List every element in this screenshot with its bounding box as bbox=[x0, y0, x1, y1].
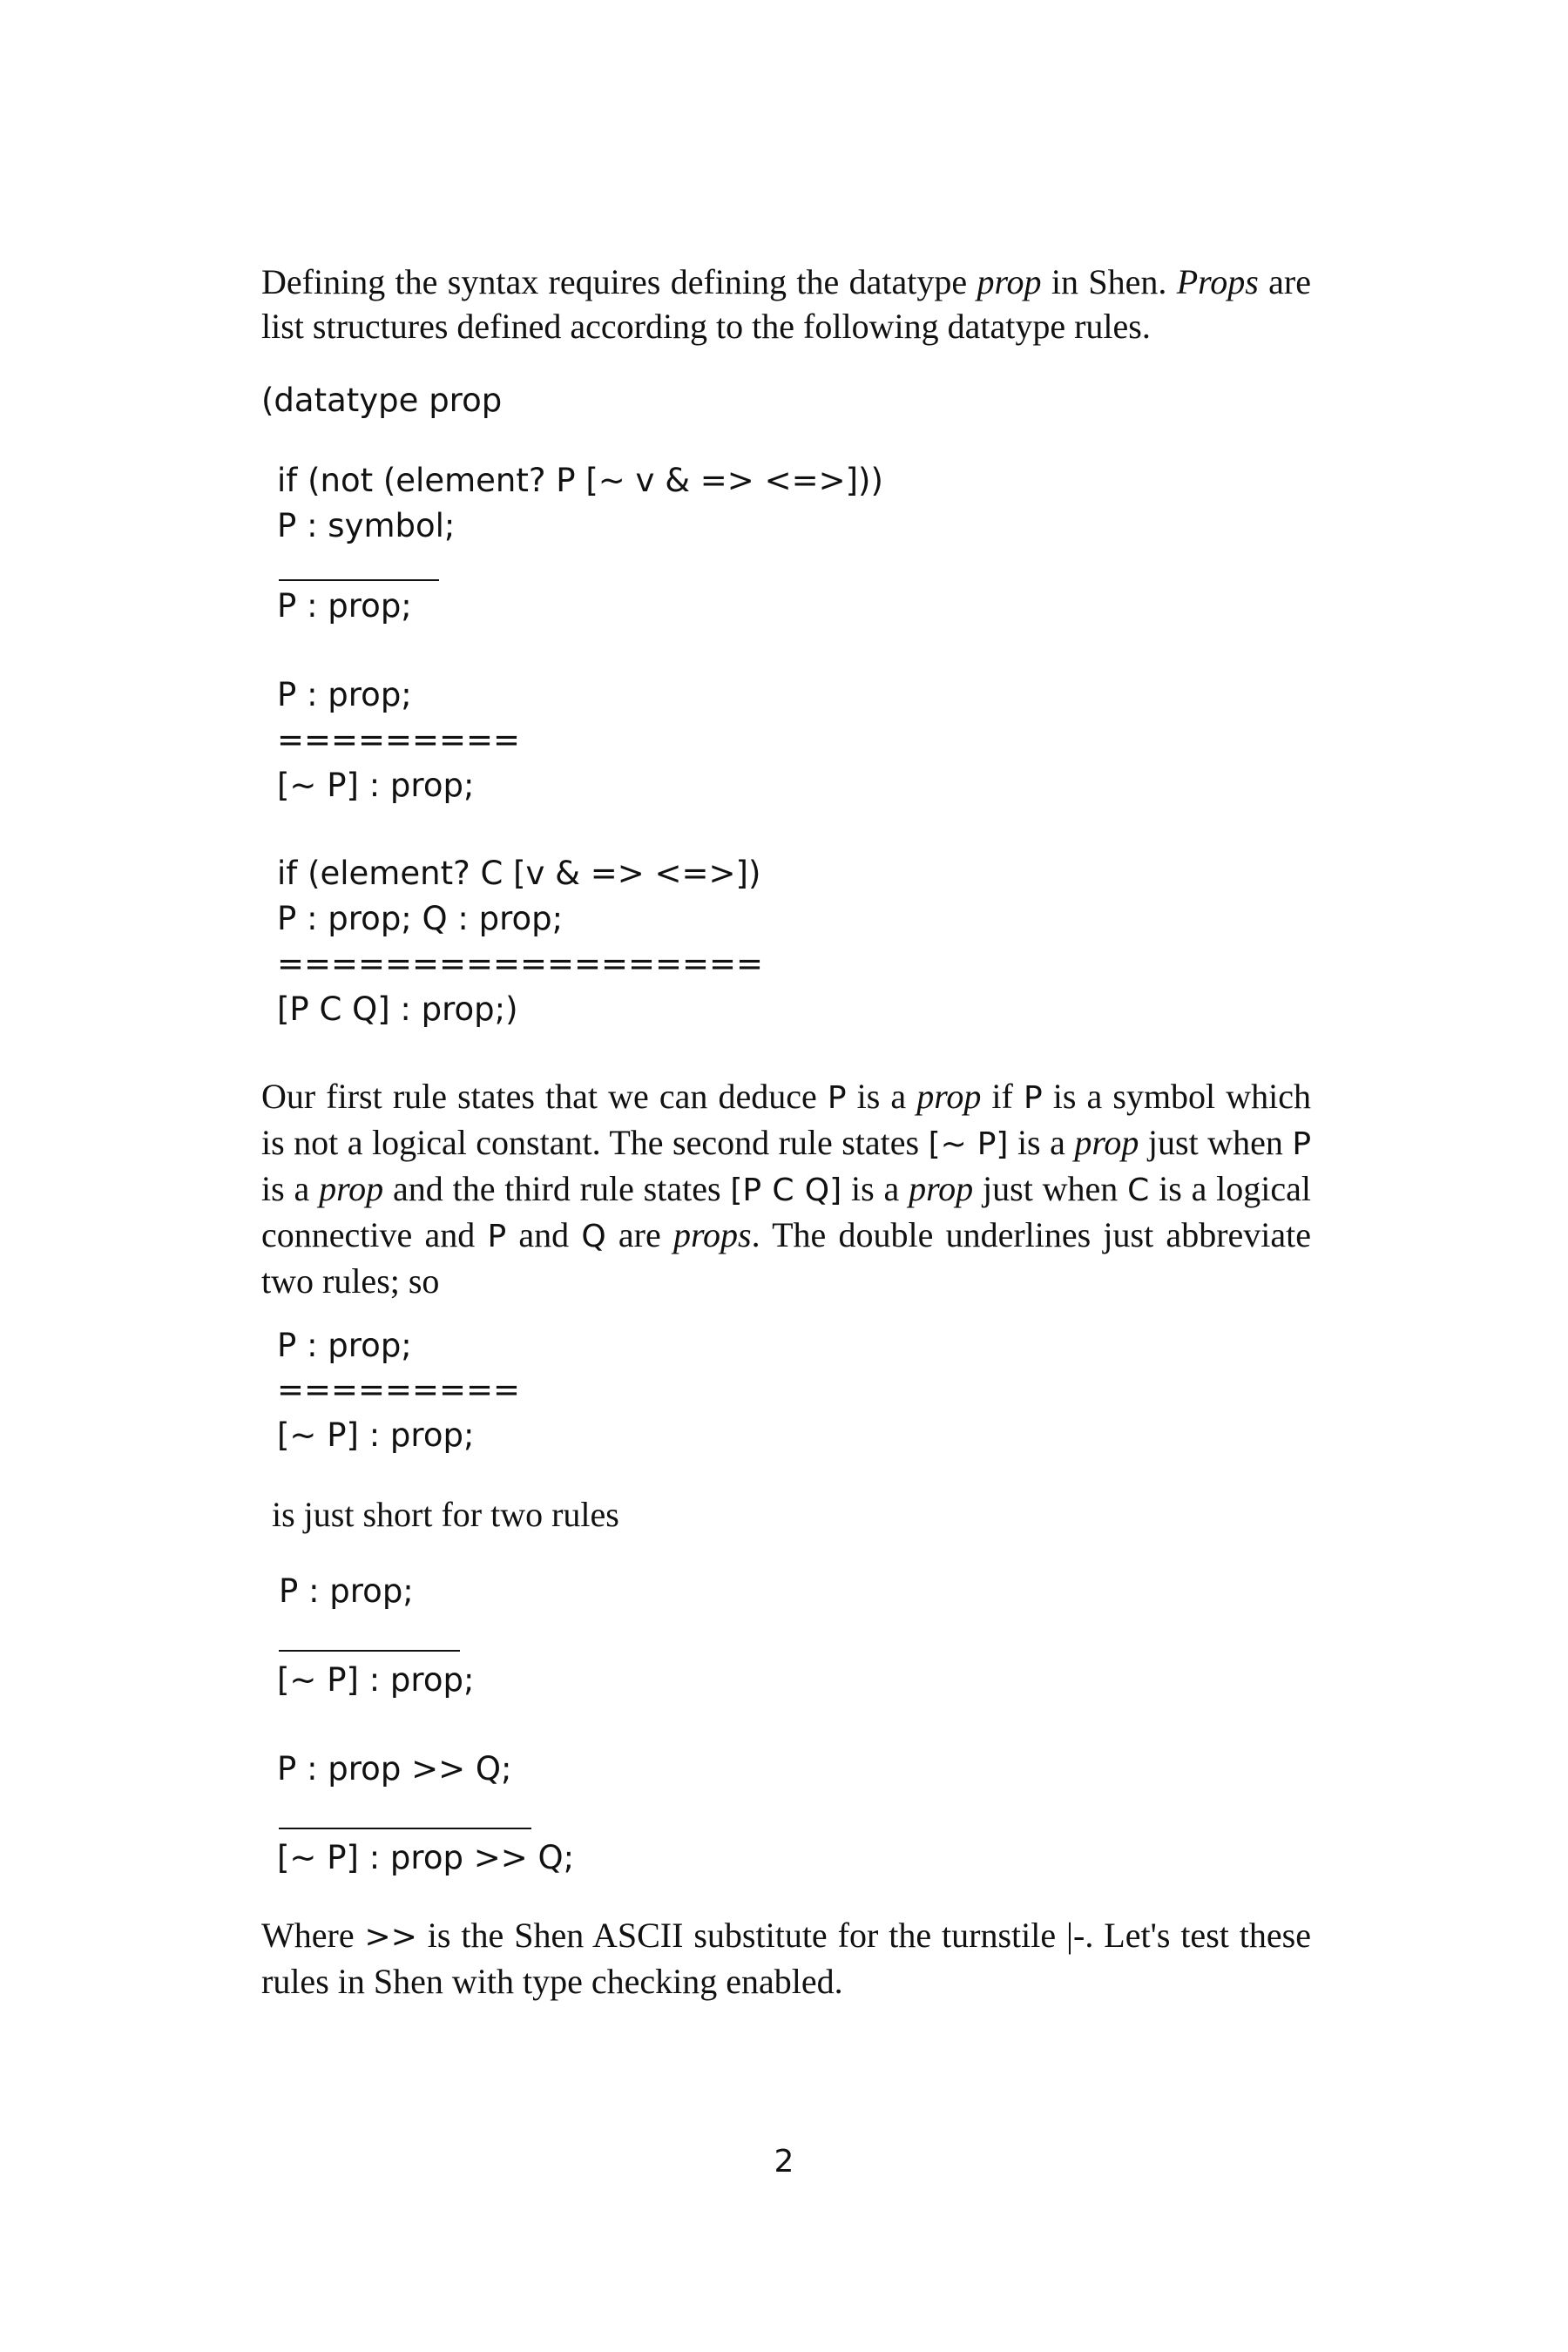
rule1-side-condition: if (not (element? P [~ v & => <=>])) bbox=[277, 462, 883, 499]
rule1-single-underline bbox=[279, 579, 439, 581]
explanation-paragraph bbox=[261, 1074, 1311, 1303]
code-term: [~ P] bbox=[928, 1126, 1009, 1162]
page-number: 2 bbox=[774, 2144, 794, 2180]
rule2-premise: P : prop; bbox=[277, 676, 412, 713]
expanded-rule-b-conclusion: [~ P] : prop >> Q; bbox=[277, 1839, 575, 1876]
rule3-conclusion: [P C Q] : prop;) bbox=[277, 990, 518, 1028]
code-term: Q bbox=[581, 1219, 606, 1254]
explanation-text: is a bbox=[1008, 1123, 1075, 1162]
closing-text: Where bbox=[261, 1916, 365, 1955]
closing-paragraph bbox=[261, 1913, 1311, 2004]
explanation-text: and the third rule states bbox=[383, 1169, 731, 1208]
code-term: P bbox=[1023, 1080, 1043, 1116]
expanded-rule-b-premise: P : prop >> Q; bbox=[277, 1750, 512, 1788]
expanded-rule-b-underline bbox=[279, 1828, 531, 1829]
expanded-rule-a-premise: P : prop; bbox=[279, 1572, 414, 1610]
explanation-text: is a logical connective and bbox=[261, 1169, 1312, 1254]
code-term: C bbox=[1127, 1173, 1150, 1208]
example-premise: P : prop; bbox=[277, 1327, 412, 1364]
rule3-double-underline: ================== bbox=[277, 945, 764, 983]
intro-text: are list structures defined according to the following datatype rules. bbox=[261, 262, 1311, 346]
intro-paragraph bbox=[261, 260, 1311, 348]
code-term: [P C Q] bbox=[730, 1173, 842, 1208]
code-term: >> bbox=[364, 1919, 417, 1955]
explanation-text: and bbox=[506, 1215, 582, 1254]
closing-text: is the Shen ASCII substitute for the turnstile |-. Let's test these rules in Shen with type checking enabled. bbox=[261, 1916, 1311, 2001]
example-conclusion: [~ P] : prop; bbox=[277, 1416, 475, 1454]
explanation-text: just when bbox=[1139, 1123, 1293, 1162]
explanation-text: is a bbox=[261, 1169, 320, 1208]
short-for-text: is just short for two rules bbox=[272, 1495, 619, 1534]
explanation-text: is a bbox=[846, 1077, 917, 1116]
code-term: P bbox=[827, 1080, 847, 1116]
rule2-double-underline: ========= bbox=[277, 721, 521, 759]
rule3-side-condition: if (element? C [v & => <=>]) bbox=[277, 855, 761, 892]
code-term: P bbox=[487, 1219, 507, 1254]
intro-emphasis-prop: prop bbox=[977, 262, 1042, 301]
rule3-premise: P : prop; Q : prop; bbox=[277, 900, 564, 937]
expanded-rule-a-underline bbox=[279, 1650, 460, 1652]
intro-text: in Shen. bbox=[1041, 262, 1177, 301]
code-term: P bbox=[1292, 1126, 1312, 1162]
example-double-underline: ========= bbox=[277, 1371, 521, 1409]
rule2-conclusion: [~ P] : prop; bbox=[277, 767, 475, 804]
explanation-text: are bbox=[605, 1215, 673, 1254]
rule1-premise: P : symbol; bbox=[277, 507, 456, 544]
intro-emphasis-props: Props bbox=[1176, 262, 1259, 301]
emphasis-term: prop bbox=[319, 1169, 384, 1208]
emphasis-term: prop bbox=[916, 1077, 982, 1116]
emphasis-term: prop bbox=[909, 1169, 974, 1208]
explanation-text: is a bbox=[841, 1169, 909, 1208]
expanded-rule-a-conclusion: [~ P] : prop; bbox=[277, 1661, 475, 1699]
emphasis-term: prop bbox=[1074, 1123, 1139, 1162]
explanation-text: . The double underlines just abbreviate two rules; so bbox=[261, 1215, 1311, 1301]
rule1-conclusion: P : prop; bbox=[277, 587, 412, 625]
explanation-text: just when bbox=[973, 1169, 1128, 1208]
emphasis-term: props bbox=[672, 1215, 752, 1254]
intro-text: Defining the syntax requires defining the datatype bbox=[261, 262, 977, 301]
explanation-text: Our first rule states that we can deduce bbox=[261, 1077, 828, 1116]
datatype-header: (datatype prop bbox=[261, 382, 503, 419]
explanation-text: is a symbol which is not a logical constant. The second rule states bbox=[261, 1077, 1312, 1162]
explanation-text: if bbox=[981, 1077, 1024, 1116]
